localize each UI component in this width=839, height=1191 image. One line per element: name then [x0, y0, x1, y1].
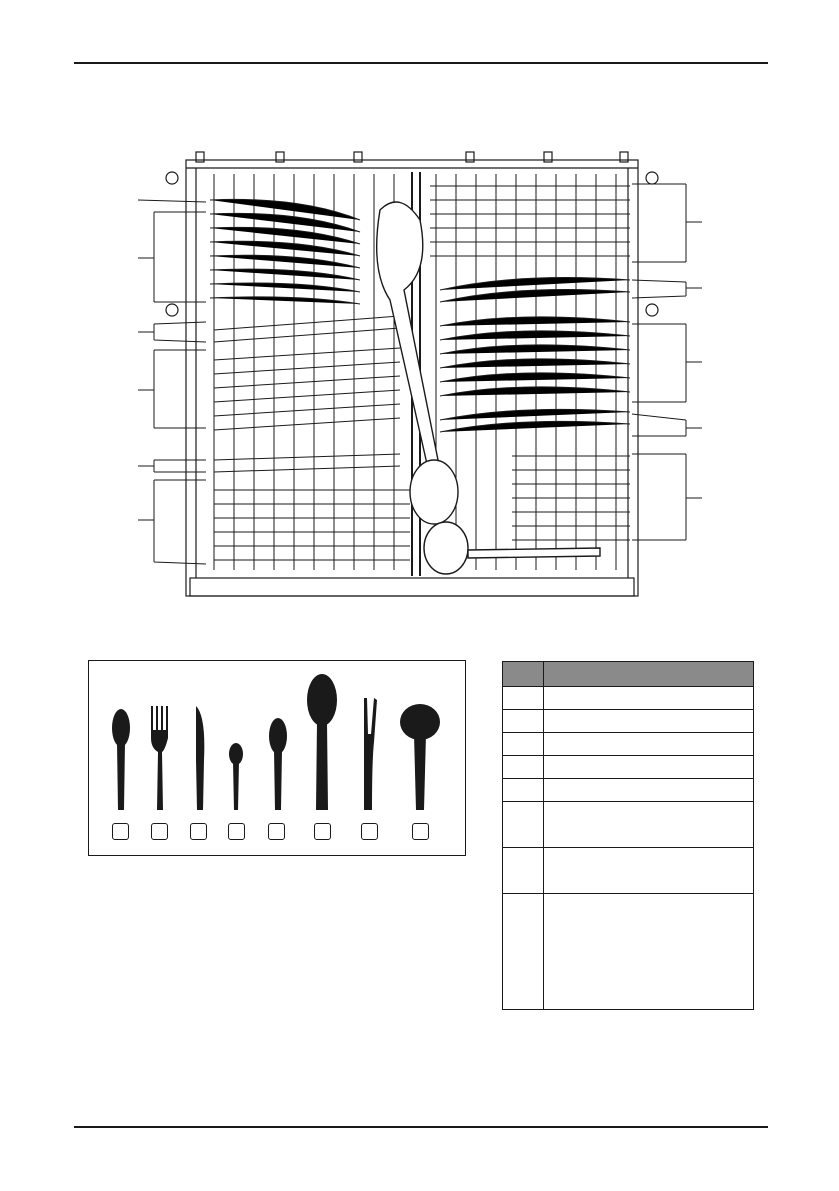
legend-checkbox — [268, 823, 285, 840]
key-row-num — [503, 733, 544, 756]
spoon-icon — [112, 709, 130, 810]
legend-checkbox — [190, 823, 207, 840]
legend-checkbox — [112, 823, 129, 840]
table-row — [503, 779, 754, 802]
key-table — [502, 661, 754, 1010]
serving-fork-icon — [364, 698, 377, 810]
key-row-num — [503, 802, 544, 848]
key-row-num — [503, 710, 544, 733]
key-row-text — [544, 779, 754, 802]
key-row-text — [544, 802, 754, 848]
key-row-text — [544, 756, 754, 779]
dessert-spoon-icon — [269, 718, 287, 810]
table-row — [503, 894, 754, 1010]
fork-icon — [151, 706, 168, 810]
key-row-num — [503, 756, 544, 779]
key-header-num — [503, 662, 544, 687]
legend-checkbox — [228, 823, 245, 840]
teaspoon-icon — [229, 743, 243, 810]
knife-icon — [196, 706, 204, 810]
key-row-text — [544, 894, 754, 1010]
key-row-text — [544, 710, 754, 733]
key-row-num — [503, 687, 544, 710]
key-row-num — [503, 894, 544, 1010]
key-row-text — [544, 687, 754, 710]
key-row-text — [544, 848, 754, 894]
table-row — [503, 733, 754, 756]
key-row-text — [544, 733, 754, 756]
table-row — [503, 710, 754, 733]
key-row-num — [503, 848, 544, 894]
serving-spoon-icon — [307, 674, 337, 810]
key-row-num — [503, 779, 544, 802]
table-row — [503, 756, 754, 779]
table-row — [503, 687, 754, 710]
legend-checkbox — [314, 823, 331, 840]
legend-checkbox — [151, 823, 168, 840]
table-row — [503, 848, 754, 894]
key-table-header — [503, 662, 754, 687]
legend-checkbox — [361, 823, 378, 840]
ladle-icon — [400, 704, 440, 810]
table-row — [503, 802, 754, 848]
key-header-text — [544, 662, 754, 687]
legend-checkbox — [412, 823, 429, 840]
